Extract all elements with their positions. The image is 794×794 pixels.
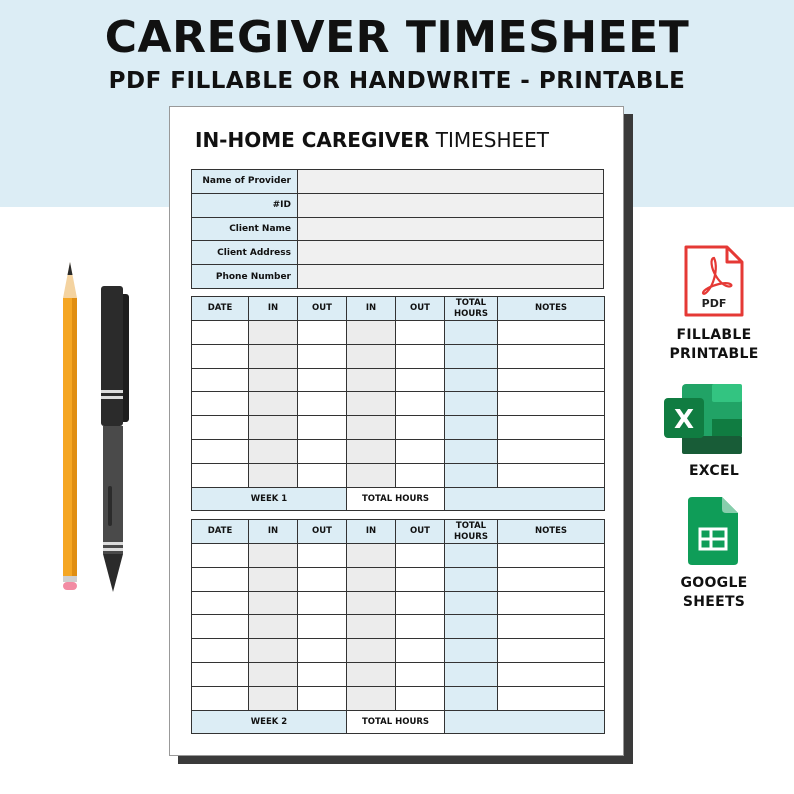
phone-number-field[interactable] xyxy=(298,265,604,289)
time-out-cell[interactable] xyxy=(396,567,445,591)
header-row xyxy=(192,520,605,544)
time-out-cell[interactable] xyxy=(298,544,347,568)
excel-band-bottom xyxy=(682,436,742,454)
total-hours-cell[interactable] xyxy=(445,392,498,416)
time-in-cell[interactable] xyxy=(249,416,298,440)
pen-icon xyxy=(96,286,132,594)
col-total-hours: TOTAL HOURS xyxy=(445,520,498,544)
sheets-label-line1: GOOGLE xyxy=(680,575,748,591)
time-out-cell[interactable] xyxy=(298,639,347,663)
time-in-cell[interactable] xyxy=(249,392,298,416)
time-out-cell[interactable] xyxy=(396,321,445,345)
time-in-cell[interactable] xyxy=(347,321,396,345)
time-in-cell[interactable] xyxy=(347,416,396,440)
date-cell[interactable] xyxy=(192,344,249,368)
week-2-table xyxy=(191,519,605,734)
date-cell[interactable] xyxy=(192,662,249,686)
time-in-cell[interactable] xyxy=(347,344,396,368)
client-address-field[interactable] xyxy=(298,241,604,265)
google-sheets-icon xyxy=(688,497,738,565)
time-in-cell[interactable] xyxy=(249,639,298,663)
notes-cell[interactable] xyxy=(498,615,605,639)
entry-row xyxy=(192,615,605,639)
pen-grip xyxy=(108,486,112,526)
info-row xyxy=(192,265,604,289)
week-total-row xyxy=(192,710,605,734)
date-cell[interactable] xyxy=(192,416,249,440)
total-hours-cell[interactable] xyxy=(445,544,498,568)
entry-row xyxy=(192,591,605,615)
pen-cap-ring xyxy=(101,390,123,393)
time-out-cell[interactable] xyxy=(298,463,347,487)
date-cell[interactable] xyxy=(192,686,249,710)
excel-band-low xyxy=(712,419,742,436)
entry-row xyxy=(192,321,605,345)
time-out-cell[interactable] xyxy=(298,686,347,710)
time-in-cell[interactable] xyxy=(249,662,298,686)
pencil-eraser xyxy=(63,582,77,590)
time-in-cell[interactable] xyxy=(347,615,396,639)
col-in: IN xyxy=(347,520,396,544)
notes-cell[interactable] xyxy=(498,463,605,487)
col-notes: NOTES xyxy=(498,520,605,544)
col-out: OUT xyxy=(298,520,347,544)
total-hours-label: TOTAL HOURS xyxy=(347,487,445,511)
info-row xyxy=(192,241,604,265)
time-in-cell[interactable] xyxy=(347,686,396,710)
time-in-cell[interactable] xyxy=(249,344,298,368)
time-out-cell[interactable] xyxy=(298,344,347,368)
col-in: IN xyxy=(249,297,298,321)
sheet-title-light: TIMESHEET xyxy=(435,128,549,152)
sheets-fold xyxy=(722,497,738,513)
date-cell[interactable] xyxy=(192,615,249,639)
time-out-cell[interactable] xyxy=(298,392,347,416)
week-label: WEEK 1 xyxy=(192,487,347,511)
notes-cell[interactable] xyxy=(498,591,605,615)
total-hours-cell[interactable] xyxy=(445,368,498,392)
pencil-ferrule xyxy=(63,576,77,582)
notes-cell[interactable] xyxy=(498,321,605,345)
time-out-cell[interactable] xyxy=(396,439,445,463)
info-row xyxy=(192,170,604,194)
date-cell[interactable] xyxy=(192,439,249,463)
col-total-hours: TOTAL HOURS xyxy=(445,297,498,321)
week-total-field[interactable] xyxy=(445,487,605,511)
total-hours-cell[interactable] xyxy=(445,615,498,639)
time-in-cell[interactable] xyxy=(249,567,298,591)
col-out: OUT xyxy=(396,520,445,544)
total-hours-cell[interactable] xyxy=(445,321,498,345)
info-label: Client Address xyxy=(192,241,298,265)
notes-cell[interactable] xyxy=(498,344,605,368)
provider-name-field[interactable] xyxy=(298,170,604,194)
entry-row xyxy=(192,639,605,663)
time-out-cell[interactable] xyxy=(396,544,445,568)
week-total-field[interactable] xyxy=(445,710,605,734)
notes-cell[interactable] xyxy=(498,544,605,568)
notes-cell[interactable] xyxy=(498,639,605,663)
time-out-cell[interactable] xyxy=(298,416,347,440)
sheets-label-line2: SHEETS xyxy=(682,594,746,610)
time-in-cell[interactable] xyxy=(347,392,396,416)
time-out-cell[interactable] xyxy=(396,615,445,639)
time-in-cell[interactable] xyxy=(347,639,396,663)
date-cell[interactable] xyxy=(192,392,249,416)
notes-cell[interactable] xyxy=(498,662,605,686)
time-out-cell[interactable] xyxy=(396,591,445,615)
date-cell[interactable] xyxy=(192,567,249,591)
entry-row xyxy=(192,392,605,416)
pen-tip xyxy=(103,554,123,592)
time-in-cell[interactable] xyxy=(347,463,396,487)
time-in-cell[interactable] xyxy=(347,662,396,686)
time-in-cell[interactable] xyxy=(249,615,298,639)
header-row xyxy=(192,297,605,321)
time-out-cell[interactable] xyxy=(396,392,445,416)
week-label: WEEK 2 xyxy=(192,710,347,734)
info-row xyxy=(192,193,604,217)
info-label: Phone Number xyxy=(192,265,298,289)
week-total-row xyxy=(192,487,605,511)
pdf-label xyxy=(649,326,779,364)
date-cell[interactable] xyxy=(192,639,249,663)
entry-row xyxy=(192,463,605,487)
pencil-lead xyxy=(68,262,73,275)
total-hours-cell[interactable] xyxy=(445,344,498,368)
time-out-cell[interactable] xyxy=(298,662,347,686)
time-in-cell[interactable] xyxy=(249,439,298,463)
time-in-cell[interactable] xyxy=(347,591,396,615)
time-in-cell[interactable] xyxy=(249,544,298,568)
time-out-cell[interactable] xyxy=(396,463,445,487)
excel-band-mid xyxy=(712,402,742,419)
time-in-cell[interactable] xyxy=(347,567,396,591)
notes-cell[interactable] xyxy=(498,416,605,440)
entry-row xyxy=(192,662,605,686)
time-out-cell[interactable] xyxy=(396,416,445,440)
col-out: OUT xyxy=(298,297,347,321)
timesheet-page xyxy=(169,106,624,756)
info-label: Client Name xyxy=(192,217,298,241)
excel-label: EXCEL xyxy=(688,463,740,479)
date-cell[interactable] xyxy=(192,463,249,487)
subtitle: PDF FILLABLE OR HANDWRITE - PRINTABLE xyxy=(108,68,686,94)
main-title: CAREGIVER TIMESHEET xyxy=(104,12,690,63)
id-field[interactable] xyxy=(298,193,604,217)
entry-row xyxy=(192,368,605,392)
time-out-cell[interactable] xyxy=(396,662,445,686)
client-name-field[interactable] xyxy=(298,217,604,241)
total-hours-cell[interactable] xyxy=(445,439,498,463)
time-in-cell[interactable] xyxy=(347,544,396,568)
time-out-cell[interactable] xyxy=(298,567,347,591)
pdf-icon-text: PDF xyxy=(701,297,727,310)
time-out-cell[interactable] xyxy=(298,321,347,345)
entry-row xyxy=(192,567,605,591)
pen-cap xyxy=(101,286,123,426)
entry-row xyxy=(192,544,605,568)
col-date: DATE xyxy=(192,520,249,544)
time-out-cell[interactable] xyxy=(298,615,347,639)
info-label: Name of Provider xyxy=(192,170,298,194)
total-hours-cell[interactable] xyxy=(445,639,498,663)
time-in-cell[interactable] xyxy=(249,463,298,487)
time-out-cell[interactable] xyxy=(396,686,445,710)
info-label: #ID xyxy=(192,193,298,217)
col-in: IN xyxy=(249,520,298,544)
notes-cell[interactable] xyxy=(498,439,605,463)
pen-ring xyxy=(103,548,123,551)
notes-cell[interactable] xyxy=(498,567,605,591)
time-out-cell[interactable] xyxy=(396,344,445,368)
entry-row xyxy=(192,439,605,463)
col-notes: NOTES xyxy=(498,297,605,321)
excel-band-top xyxy=(712,384,742,402)
total-hours-cell[interactable] xyxy=(445,591,498,615)
total-hours-cell[interactable] xyxy=(445,416,498,440)
entry-row xyxy=(192,686,605,710)
notes-cell[interactable] xyxy=(498,368,605,392)
pdf-icon xyxy=(683,244,745,318)
notes-cell[interactable] xyxy=(498,392,605,416)
date-cell[interactable] xyxy=(192,544,249,568)
entry-row xyxy=(192,344,605,368)
entry-rows xyxy=(192,544,605,711)
pen-cap-ring xyxy=(101,396,123,399)
sheet-title-bold: IN-HOME CAREGIVER xyxy=(195,128,430,152)
time-out-cell[interactable] xyxy=(396,639,445,663)
info-table xyxy=(191,169,604,289)
date-cell[interactable] xyxy=(192,321,249,345)
entry-row xyxy=(192,416,605,440)
entry-rows xyxy=(192,321,605,488)
total-hours-cell[interactable] xyxy=(445,567,498,591)
time-in-cell[interactable] xyxy=(347,439,396,463)
total-hours-label: TOTAL HOURS xyxy=(347,710,445,734)
time-out-cell[interactable] xyxy=(298,368,347,392)
col-in: IN xyxy=(347,297,396,321)
time-in-cell[interactable] xyxy=(249,686,298,710)
notes-cell[interactable] xyxy=(498,686,605,710)
total-hours-cell[interactable] xyxy=(445,686,498,710)
time-in-cell[interactable] xyxy=(249,321,298,345)
week-1-table xyxy=(191,296,605,511)
pdf-label-line2: PRINTABLE xyxy=(669,346,759,362)
pencil-body-shade xyxy=(72,298,77,576)
total-hours-cell[interactable] xyxy=(445,662,498,686)
time-in-cell[interactable] xyxy=(249,368,298,392)
time-in-cell[interactable] xyxy=(249,591,298,615)
sheets-label xyxy=(649,574,779,612)
pen-ring xyxy=(103,542,123,545)
time-out-cell[interactable] xyxy=(396,368,445,392)
info-row xyxy=(192,217,604,241)
date-cell[interactable] xyxy=(192,368,249,392)
sheet-title xyxy=(195,128,549,152)
date-cell[interactable] xyxy=(192,591,249,615)
time-in-cell[interactable] xyxy=(347,368,396,392)
excel-icon-text: X xyxy=(673,405,695,435)
time-out-cell[interactable] xyxy=(298,591,347,615)
col-out: OUT xyxy=(396,297,445,321)
excel-icon xyxy=(664,384,744,454)
col-date: DATE xyxy=(192,297,249,321)
pencil-icon xyxy=(55,262,85,592)
pen-barrel xyxy=(103,426,123,554)
total-hours-cell[interactable] xyxy=(445,463,498,487)
pdf-label-line1: FILLABLE xyxy=(676,327,752,343)
time-out-cell[interactable] xyxy=(298,439,347,463)
